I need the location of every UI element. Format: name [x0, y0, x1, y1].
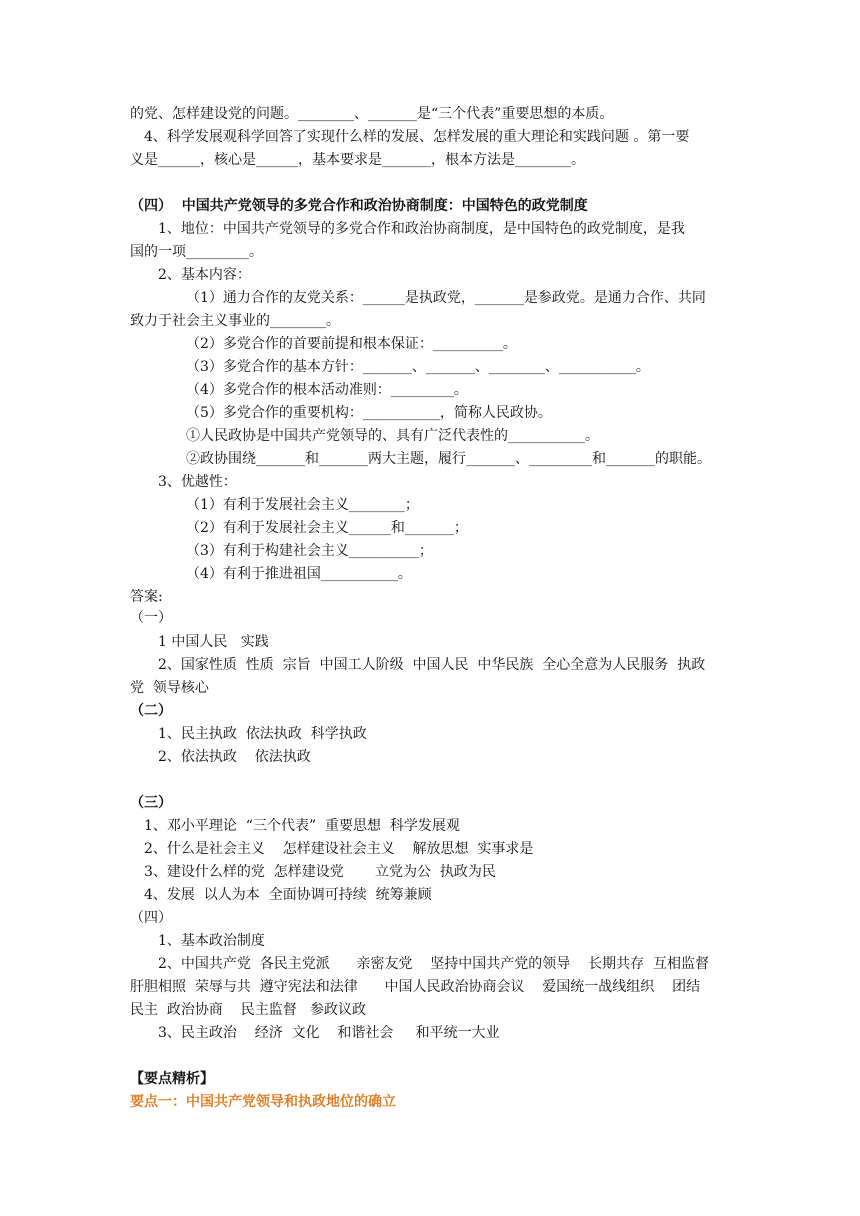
text-line: （1）有利于发展社会主义________； — [186, 497, 419, 513]
text-line: 1、地位：中国共产党领导的多党合作和政治协商制度，是中国特色的政党制度，是我 — [158, 221, 685, 237]
text-line: 3、建设什么样的党 怎样建设党 立党为公 执政为民 — [144, 864, 496, 880]
text-line: 民主 政治协商 民主监督 参政议政 — [130, 1002, 367, 1018]
section-heading: （二） — [130, 703, 172, 719]
text-line: 国的一项_________。 — [130, 244, 263, 260]
text-line: （5）多党合作的重要机构：___________，简称人民政协。 — [186, 405, 552, 421]
text-line: 1、民主执政 依法执政 科学执政 — [158, 726, 367, 742]
text-line: 3、民主政治 经济 文化 和谐社会 和平统一大业 — [158, 1025, 500, 1041]
text-line: 2、依法执政 依法执政 — [158, 749, 311, 765]
text-line: 4、科学发展观科学回答了实现什么样的发展、怎样发展的重大理论和实践问题 。第一要 — [144, 129, 690, 145]
text-line: （4）多党合作的根本活动准则：_________。 — [186, 382, 468, 398]
text-line: 义是______，核心是______，基本要求是_______，根本方法是________。 — [130, 152, 585, 168]
section-heading: 要点一：中国共产党领导和执政地位的确立 — [130, 1094, 396, 1110]
text-line: （3）有利于构建社会主义__________； — [186, 543, 433, 559]
text-line: ①人民政协是中国共产党领导的、具有广泛代表性的___________。 — [186, 428, 599, 444]
text-line: 2、什么是社会主义 怎样建设社会主义 解放思想 实事求是 — [144, 841, 534, 857]
section-heading: （三） — [130, 795, 172, 811]
text-line: 2、国家性质 性质 宗旨 中国工人阶级 中国人民 中华民族 全心全意为人民服务 执政 — [158, 657, 706, 673]
text-line: 1、基本政治制度 — [158, 933, 265, 949]
text-line: （4）有利于推进祖国___________。 — [186, 566, 412, 582]
text-line: （2）有利于发展社会主义______和_______； — [186, 520, 468, 536]
text-line: 1、邓小平理论 “三个代表” 重要思想 科学发展观 — [144, 818, 460, 834]
section-heading: （四） 中国共产党领导的多党合作和政治协商制度：中国特色的政党制度 — [130, 198, 588, 214]
text-line: （一） — [130, 610, 172, 626]
text-line: 的党、怎样建设党的问题。________、_______是“三个代表”重要思想的本质。 — [130, 106, 614, 122]
text-line: 致力于社会主义事业的________。 — [130, 313, 340, 329]
text-line: （2）多党合作的首要前提和根本保证：__________。 — [186, 336, 517, 352]
text-line: 肝胆相照 荣辱与共 遵守宪法和法律 中国人民政治协商会议 爱国统一战线组织 团结 — [130, 979, 701, 995]
text-line: 4、发展 以人为本 全面协调可持续 统筹兼顾 — [144, 887, 432, 903]
text-line: （1）通力合作的友党关系：______是执政党，_______是参政党。是通力合作、共同 — [186, 290, 706, 306]
section-heading: 【要点精析】 — [130, 1071, 214, 1087]
text-line: 答案: — [130, 589, 163, 605]
text-line: 1 中国人民 实践 — [158, 634, 269, 650]
text-line: 党 领导核心 — [130, 680, 209, 696]
text-line: 2、中国共产党 各民主党派 亲密友党 坚持中国共产党的领导 长期共存 互相监督 — [158, 956, 710, 972]
text-line: ②政协围绕_______和_______两大主题，履行_______、_________和_______的职能。 — [186, 451, 711, 467]
text-line: （四） — [130, 910, 172, 926]
text-line: （3）多党合作的基本方针：_______、_______、________、___________。 — [186, 359, 650, 375]
text-line: 2、基本内容： — [158, 267, 251, 283]
text-line: 3、优越性： — [158, 474, 237, 490]
